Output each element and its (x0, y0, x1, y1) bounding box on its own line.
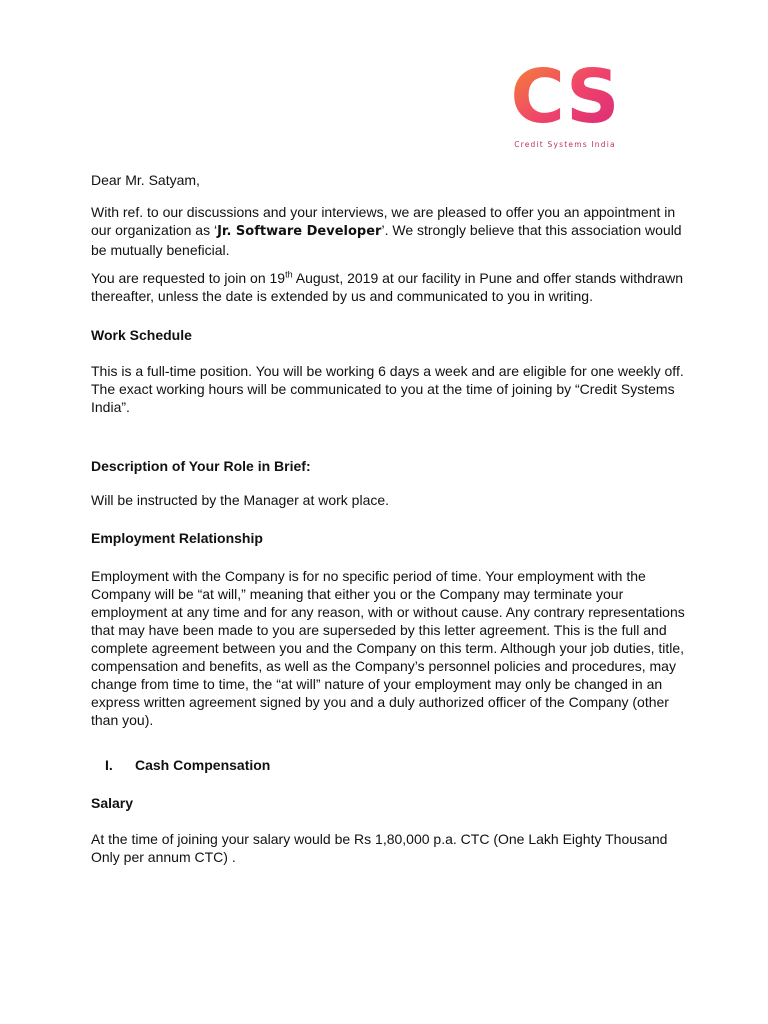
greeting: Dear Mr. Satyam, (91, 172, 200, 188)
section-title: Cash Compensation (135, 757, 271, 773)
employment-relationship-heading: Employment Relationship (91, 530, 263, 546)
salary-body: At the time of joining your salary would be Rs 1,80,000 p.a. CTC (One Lakh Eighty Thousand Only per annum CTC) . (91, 831, 668, 865)
employment-relationship-body: Employment with the Company is for no specific period of time. Your employment with the Company will be “at will,” meaning that either you or the Company may terminate your employment at any time and for any reason, with or without cause. Any contrary representations that may have been made to you are superseded by this letter agreement. This is the full and complete agreement between you and the Company on this term. Although your job duties, title, compensation and benefits, as well as the Company’s personnel policies and procedures, may change from time to time, the “at will” nature of your employment may only be changed in an express written agreement signed by you and a duly authorized officer of the Company (other than you). (91, 568, 685, 728)
section-number: I. (105, 757, 113, 773)
join-text-2: August, 2019 at our facility in Pune and offer stands withdrawn thereafter, unless the date is extended by us and communicated to you in writing. (91, 270, 684, 304)
work-schedule-heading: Work Schedule (91, 327, 192, 343)
cash-compensation-heading (91, 756, 391, 774)
intro-paragraph (91, 203, 691, 259)
logo-caption: Credit Systems India (514, 140, 616, 149)
job-title: Jr. Software Developer (217, 224, 382, 239)
company-logo (500, 60, 650, 160)
intro-text-2: ’. We strongly believe that this association would be mutually beneficial. (91, 222, 682, 258)
joining-paragraph (91, 269, 691, 305)
salary-heading: Salary (91, 795, 134, 811)
join-date-suffix: th (285, 269, 293, 280)
join-text-1: You are requested to join on 19 (91, 270, 286, 286)
logo-letters: CS (510, 60, 620, 140)
role-description-body: Will be instructed by the Manager at work place. (91, 492, 390, 508)
cs-logo-mark (500, 60, 630, 140)
intro-text-1: With ref. to our discussions and your interviews, we are pleased to offer you an appointment in our organization as ‘ (91, 204, 676, 238)
work-schedule-body: This is a full-time position. You will be working 6 days a week and are eligible for one weekly off. The exact working hours will be communicated to you at the time of joining by “Credit Systems India”. (91, 363, 684, 415)
role-description-heading: Description of Your Role in Brief: (91, 458, 311, 474)
